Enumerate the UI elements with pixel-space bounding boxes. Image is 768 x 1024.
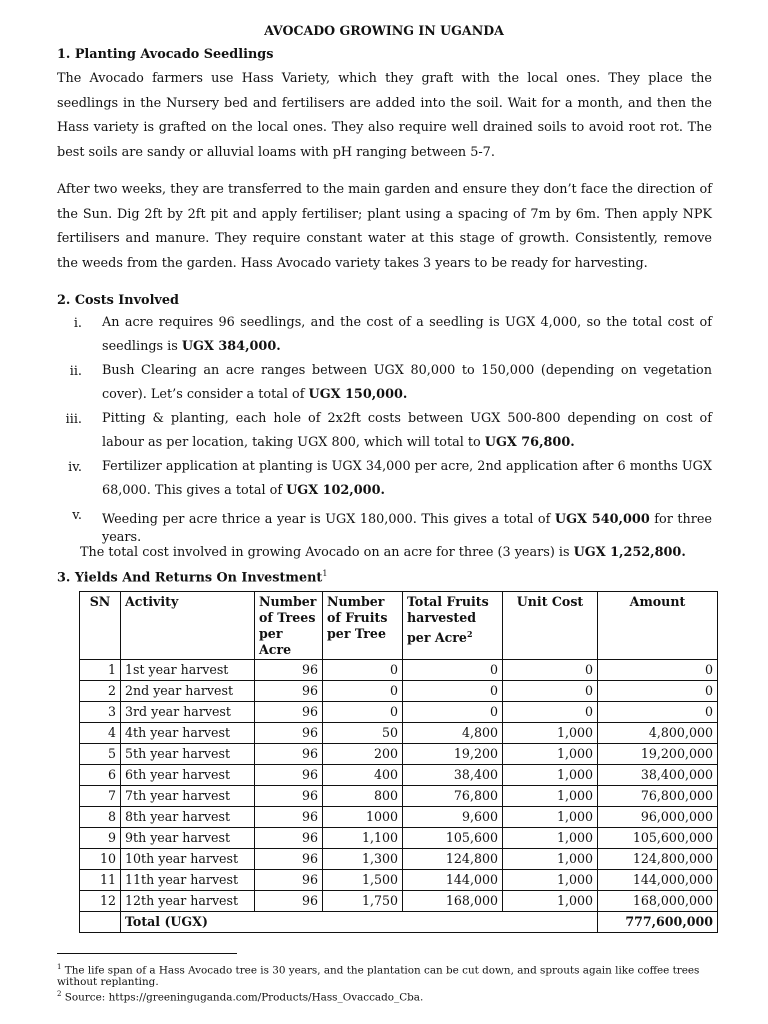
header-total-fruits-text: Total Fruits harvested per Acre — [407, 594, 489, 646]
cost-item-amount: UGX 76,800. — [484, 435, 575, 450]
cell-trees: 96 — [255, 744, 323, 765]
cell-fruits: 0 — [323, 660, 403, 681]
cost-item-amount: UGX 150,000. — [308, 387, 408, 402]
cell-sn: 3 — [80, 702, 121, 723]
cell-unit-cost: 1,000 — [503, 891, 598, 912]
cell-trees: 96 — [255, 660, 323, 681]
cell-activity: 2nd year harvest — [121, 681, 255, 702]
cell-trees: 96 — [255, 723, 323, 744]
cell-unit-cost: 1,000 — [503, 807, 598, 828]
cell-activity: 4th year harvest — [121, 723, 255, 744]
table-header-row — [80, 592, 718, 660]
cell-trees: 96 — [255, 870, 323, 891]
cell-amount: 144,000,000 — [598, 870, 718, 891]
table-row — [80, 849, 718, 870]
cost-item — [102, 455, 712, 503]
total-cost-amount: UGX 1,252,800. — [573, 545, 686, 560]
table-row — [80, 744, 718, 765]
cell-total-fruits: 105,600 — [403, 828, 503, 849]
section1-paragraph-1: The Avocado farmers use Hass Variety, which they graft with the local ones. They place the seedlings in the Nursery bed and fertilisers are added into the soil. Wait for a month, and then the Hass variety is grafted on the local ones. They also require well drained soils to avoid root rot. The best soils are sandy or alluvial loams with pH ranging between 5-7. — [57, 71, 712, 160]
footnote-ref-2: 2 — [466, 629, 473, 639]
cell-amount: 0 — [598, 702, 718, 723]
cell-total-fruits: 9,600 — [403, 807, 503, 828]
table-row — [80, 786, 718, 807]
cell-trees: 96 — [255, 681, 323, 702]
cell-sn: 8 — [80, 807, 121, 828]
footnote-ref-1: 1 — [322, 569, 328, 578]
cell-unit-cost: 1,000 — [503, 723, 598, 744]
cell-total-fruits: 0 — [403, 702, 503, 723]
yields-table — [79, 591, 718, 933]
cell-activity: 5th year harvest — [121, 744, 255, 765]
total-row-blank — [80, 912, 121, 933]
section2-heading: 2. Costs Involved — [57, 293, 179, 308]
section3-heading — [57, 569, 327, 585]
cell-activity: 3rd year harvest — [121, 702, 255, 723]
cell-activity: 7th year harvest — [121, 786, 255, 807]
cell-total-fruits: 0 — [403, 681, 503, 702]
cell-sn: 4 — [80, 723, 121, 744]
cell-total-fruits: 124,800 — [403, 849, 503, 870]
cell-total-fruits: 144,000 — [403, 870, 503, 891]
cell-unit-cost: 1,000 — [503, 765, 598, 786]
cell-sn: 1 — [80, 660, 121, 681]
cost-item-text: Fertilizer application at planting is UGX 34,000 per acre, 2nd application after 6 months UGX 68,000. This gives a total of — [102, 459, 712, 498]
footnote-2-mark: 2 — [57, 990, 62, 998]
cost-item-amount: UGX 540,000 — [554, 512, 650, 527]
total-amount: 777,600,000 — [598, 912, 718, 933]
footnote-divider — [57, 953, 237, 954]
cell-unit-cost: 1,000 — [503, 828, 598, 849]
cell-fruits: 1000 — [323, 807, 403, 828]
cell-amount: 96,000,000 — [598, 807, 718, 828]
cell-trees: 96 — [255, 828, 323, 849]
cell-total-fruits: 19,200 — [403, 744, 503, 765]
cell-unit-cost: 0 — [503, 681, 598, 702]
cell-unit-cost: 1,000 — [503, 786, 598, 807]
cell-amount: 19,200,000 — [598, 744, 718, 765]
cell-fruits: 1,300 — [323, 849, 403, 870]
cell-sn: 9 — [80, 828, 121, 849]
total-cost-line — [80, 545, 720, 560]
header-activity: Activity — [121, 592, 255, 660]
table-row — [80, 765, 718, 786]
cell-activity: 1st year harvest — [121, 660, 255, 681]
cost-item — [102, 311, 712, 359]
cell-total-fruits: 168,000 — [403, 891, 503, 912]
cell-activity: 9th year harvest — [121, 828, 255, 849]
section1-paragraph-2: After two weeks, they are transferred to the main garden and ensure they don’t face the direction of the Sun. Dig 2ft by 2ft pit and apply fertiliser; plant using a spacing of 7m by 6m. Then apply NPK fertilisers and manure. They require constant water at this stage of growth. Consistently, remove the weeds from the garden. Hass Avocado variety takes 3 years to be ready for harvesting. — [57, 182, 712, 271]
cost-item-amount: UGX 384,000. — [181, 339, 281, 354]
table-row — [80, 891, 718, 912]
footnote-1-text: The life span of a Hass Avocado tree is 30 years, and the plantation can be cut down, and sprouts again like coffee trees without replanting. — [57, 964, 700, 989]
header-amount: Amount — [598, 592, 718, 660]
document-title: AVOCADO GROWING IN UGANDA — [264, 23, 504, 38]
cost-item-amount: UGX 102,000. — [286, 483, 385, 498]
cell-trees: 96 — [255, 765, 323, 786]
cell-activity: 10th year harvest — [121, 849, 255, 870]
cell-activity: 6th year harvest — [121, 765, 255, 786]
table-row — [80, 870, 718, 891]
cell-sn: 6 — [80, 765, 121, 786]
table-total-row — [80, 912, 718, 933]
cell-trees: 96 — [255, 702, 323, 723]
cell-sn: 5 — [80, 744, 121, 765]
total-label: Total (UGX) — [121, 912, 598, 933]
footnote-1-mark: 1 — [57, 963, 62, 971]
total-cost-text: The total cost involved in growing Avocado on an acre for three (3 years) is — [80, 545, 574, 560]
cost-item-text: An acre requires 96 seedlings, and the cost of a seedling is UGX 4,000, so the total cost of seedlings is — [102, 315, 712, 354]
cost-item — [102, 407, 712, 455]
cell-sn: 12 — [80, 891, 121, 912]
cell-trees: 96 — [255, 849, 323, 870]
section1-heading: 1. Planting Avocado Seedlings — [57, 47, 274, 62]
cost-item-number: iv. — [68, 460, 82, 475]
cell-total-fruits: 0 — [403, 660, 503, 681]
cell-total-fruits: 4,800 — [403, 723, 503, 744]
cost-item-number: iii. — [65, 412, 82, 427]
table-row — [80, 681, 718, 702]
cell-total-fruits: 38,400 — [403, 765, 503, 786]
cell-amount: 0 — [598, 681, 718, 702]
cell-fruits: 50 — [323, 723, 403, 744]
cell-total-fruits: 76,800 — [403, 786, 503, 807]
cell-fruits: 800 — [323, 786, 403, 807]
cost-item-text: Weeding per acre thrice a year is UGX 180,000. This gives a total of — [102, 512, 555, 527]
cost-item-suffix: for three years. — [102, 512, 712, 545]
cell-amount: 4,800,000 — [598, 723, 718, 744]
header-total-fruits — [403, 592, 503, 660]
cell-amount: 124,800,000 — [598, 849, 718, 870]
table-row — [80, 660, 718, 681]
cost-item-number: i. — [73, 316, 82, 331]
table-row — [80, 828, 718, 849]
cell-trees: 96 — [255, 786, 323, 807]
cell-fruits: 1,100 — [323, 828, 403, 849]
cell-amount: 105,600,000 — [598, 828, 718, 849]
cell-activity: 12th year harvest — [121, 891, 255, 912]
cell-sn: 10 — [80, 849, 121, 870]
section3-heading-text: 3. Yields And Returns On Investment — [57, 570, 323, 586]
cell-unit-cost: 1,000 — [503, 744, 598, 765]
header-fruits: Number of Fruits per Tree — [323, 592, 403, 660]
cell-amount: 168,000,000 — [598, 891, 718, 912]
header-unit-cost: Unit Cost — [503, 592, 598, 660]
cost-item-number: ii. — [69, 364, 82, 379]
cell-sn: 7 — [80, 786, 121, 807]
cell-fruits: 1,750 — [323, 891, 403, 912]
cost-item-text: Bush Clearing an acre ranges between UGX 80,000 to 150,000 (depending on vegetation cover). Let’s consider a total of — [102, 363, 712, 402]
table-row — [80, 807, 718, 828]
footnote-1 — [57, 961, 717, 988]
cell-sn: 11 — [80, 870, 121, 891]
cell-fruits: 0 — [323, 681, 403, 702]
header-sn: SN — [80, 592, 121, 660]
header-trees: Number of Trees per Acre — [255, 592, 323, 660]
cell-unit-cost: 1,000 — [503, 870, 598, 891]
footnote-2 — [57, 988, 717, 1003]
cell-trees: 96 — [255, 807, 323, 828]
cell-amount: 38,400,000 — [598, 765, 718, 786]
cost-item-text: Pitting & planting, each hole of 2x2ft costs between UGX 500-800 depending on cost of labour as per location, taking UGX 800, which will total to — [102, 411, 712, 450]
cell-unit-cost: 1,000 — [503, 849, 598, 870]
cell-fruits: 0 — [323, 702, 403, 723]
footnote-2-text: Source: https://greeninguganda.com/Products/Hass_Ovaccado_Cba. — [61, 991, 424, 1004]
cell-amount: 76,800,000 — [598, 786, 718, 807]
cell-unit-cost: 0 — [503, 660, 598, 681]
cell-fruits: 1,500 — [323, 870, 403, 891]
cost-item — [102, 503, 712, 547]
cell-activity: 8th year harvest — [121, 807, 255, 828]
cell-sn: 2 — [80, 681, 121, 702]
cell-amount: 0 — [598, 660, 718, 681]
cell-activity: 11th year harvest — [121, 870, 255, 891]
cost-item-number: v. — [72, 508, 82, 523]
cell-fruits: 400 — [323, 765, 403, 786]
table-row — [80, 702, 718, 723]
cost-item — [102, 359, 712, 407]
cell-fruits: 200 — [323, 744, 403, 765]
cell-trees: 96 — [255, 891, 323, 912]
cell-unit-cost: 0 — [503, 702, 598, 723]
table-row — [80, 723, 718, 744]
